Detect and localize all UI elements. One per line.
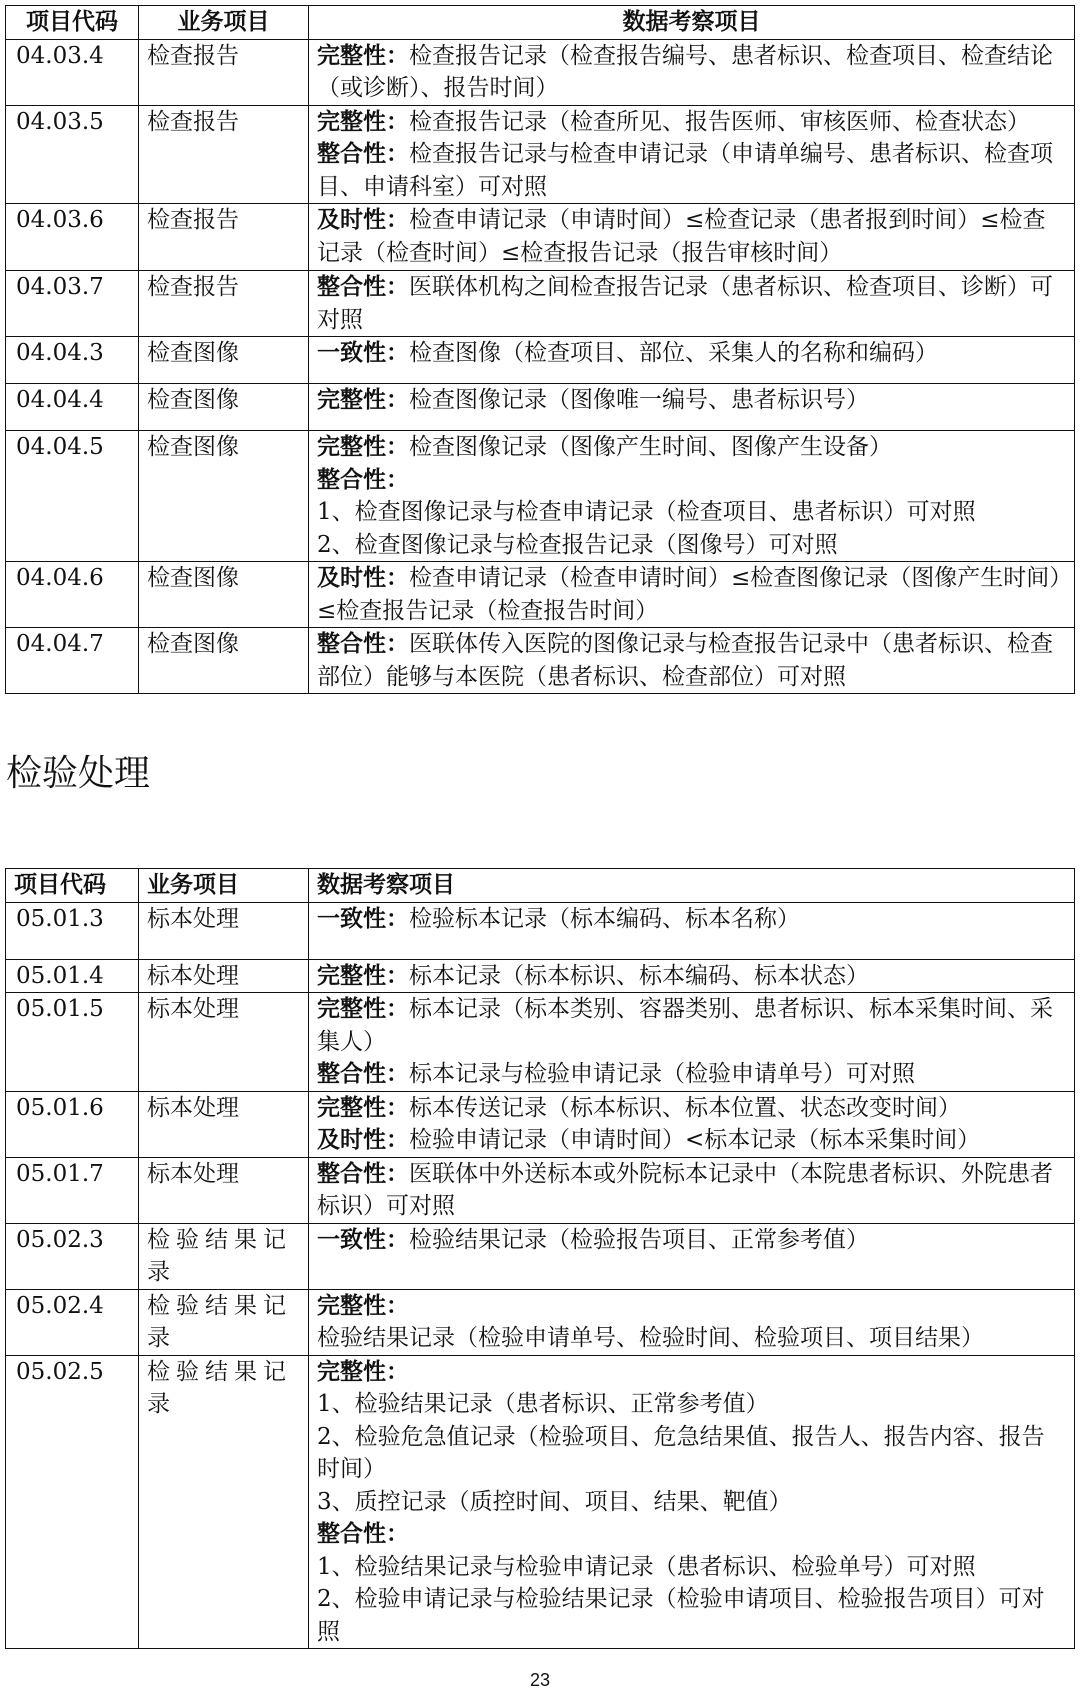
criterion-text: 检查报告记录（检查报告编号、患者标识、检查项目、检查结论（或诊断）、报告时间） xyxy=(317,42,1053,101)
criterion-label: 完整性： xyxy=(317,962,409,989)
table-row xyxy=(6,1157,1075,1223)
item-code: 04.04.7 xyxy=(6,628,139,694)
criterion-text: 医联体传入医院的图像记录与检查报告记录中（患者标识、检查部位）能够与本医院（患者标识、检查部位）可对照 xyxy=(317,631,1053,690)
data-item-line xyxy=(317,1518,1066,1551)
header-code: 项目代码 xyxy=(6,6,139,40)
business-item: 标本处理 xyxy=(139,902,309,959)
criterion-label: 整合性： xyxy=(317,1521,409,1547)
item-code: 04.03.4 xyxy=(6,39,139,105)
criterion-text: 检查报告记录与检查申请记录（申请单编号、患者标识、检查项目、申请科室）可对照 xyxy=(317,141,1053,200)
criterion-text: 检查图像记录（图像唯一编号、患者标识号） xyxy=(409,387,869,413)
table-row xyxy=(6,902,1075,959)
table-row xyxy=(6,39,1075,105)
data-item-line xyxy=(317,384,1066,417)
data-items-cell xyxy=(309,1091,1075,1157)
business-item: 检验结果记录 xyxy=(139,1223,309,1289)
table-header-row xyxy=(6,869,1075,903)
criterion-label: 及时性： xyxy=(317,1127,409,1153)
table-row xyxy=(6,1355,1075,1649)
item-code: 05.02.3 xyxy=(6,1223,139,1289)
criterion-text: 2、检查图像记录与检查报告记录（图像号）可对照 xyxy=(317,531,838,558)
table-row xyxy=(6,431,1075,562)
item-code: 05.01.7 xyxy=(6,1157,139,1223)
business-item: 检查图像 xyxy=(139,431,309,562)
data-items-cell xyxy=(309,384,1075,431)
item-code: 04.04.5 xyxy=(6,431,139,562)
data-item-line xyxy=(317,1388,1066,1421)
data-item-line xyxy=(317,1124,1066,1157)
data-item-line xyxy=(317,1551,1066,1584)
criterion-label: 完整性： xyxy=(317,1292,409,1319)
criterion-label: 及时性： xyxy=(317,565,409,591)
criterion-text: 2、检验申请记录与检验结果记录（检验申请项目、检验报告项目）可对照 xyxy=(317,1586,1045,1645)
criterion-text: 检验申请记录（申请时间）<标本记录（标本采集时间） xyxy=(409,1127,981,1153)
business-item: 检查报告 xyxy=(139,39,309,105)
table-row xyxy=(6,337,1075,384)
criterion-label: 整合性： xyxy=(317,466,409,493)
data-item-line xyxy=(317,628,1066,693)
item-code: 05.02.4 xyxy=(6,1289,139,1355)
data-item-line xyxy=(317,204,1066,269)
business-item: 标本处理 xyxy=(139,959,309,993)
criterion-label: 完整性： xyxy=(317,1094,409,1121)
item-code: 04.04.6 xyxy=(6,562,139,628)
data-item-line xyxy=(317,271,1066,336)
business-item: 标本处理 xyxy=(139,993,309,1092)
data-items-cell xyxy=(309,105,1075,204)
table-row xyxy=(6,1091,1075,1157)
data-item-line xyxy=(317,1092,1066,1125)
data-items-cell xyxy=(309,1157,1075,1223)
data-item-line xyxy=(317,106,1066,139)
item-code: 04.03.5 xyxy=(6,105,139,204)
data-item-line xyxy=(317,993,1066,1058)
business-item: 检查图像 xyxy=(139,337,309,384)
criterion-text: 检查申请记录（检查申请时间）≤检查图像记录（图像产生时间）≤检查报告记录（检查报告时间） xyxy=(317,565,1061,624)
data-items-cell xyxy=(309,39,1075,105)
criterion-text: 检验结果记录（检验申请单号、检验时间、检验项目、项目结果） xyxy=(317,1325,984,1351)
page-number: 23 xyxy=(529,1670,551,1690)
table-row xyxy=(6,1223,1075,1289)
data-item-line xyxy=(317,1486,1066,1519)
item-code: 05.01.3 xyxy=(6,902,139,959)
criterion-label: 完整性： xyxy=(317,108,409,135)
business-item: 检查图像 xyxy=(139,628,309,694)
data-items-cell xyxy=(309,271,1075,337)
lab-table xyxy=(5,868,1075,1649)
criterion-text: 检查申请记录（申请时间）≤检查记录（患者报到时间）≤检查记录（检查时间）≤检查报告记录（报告审核时间） xyxy=(317,207,1046,266)
criterion-text: 1、检验结果记录（患者标识、正常参考值） xyxy=(317,1391,769,1417)
item-code: 05.02.5 xyxy=(6,1355,139,1649)
data-items-cell xyxy=(309,337,1075,384)
criterion-label: 整合性： xyxy=(317,631,409,657)
item-code: 05.01.6 xyxy=(6,1091,139,1157)
business-item: 检查报告 xyxy=(139,105,309,204)
table-row xyxy=(6,204,1075,271)
criterion-text: 1、检验结果记录与检验申请记录（患者标识、检验单号）可对照 xyxy=(317,1553,976,1580)
header-data-items: 数据考察项目 xyxy=(309,869,1075,903)
item-code: 04.04.4 xyxy=(6,384,139,431)
criterion-text: 1、检查图像记录与检查申请记录（检查项目、患者标识）可对照 xyxy=(317,499,976,525)
table-row xyxy=(6,628,1075,694)
business-item: 检查报告 xyxy=(139,271,309,337)
data-item-line xyxy=(317,562,1066,627)
criterion-label: 整合性： xyxy=(317,1160,409,1187)
data-item-line xyxy=(317,464,1066,497)
table-row xyxy=(6,271,1075,337)
item-code: 04.03.7 xyxy=(6,271,139,337)
business-item: 标本处理 xyxy=(139,1157,309,1223)
header-business: 业务项目 xyxy=(139,869,309,903)
criterion-text: 2、检验危急值记录（检验项目、危急结果值、报告人、报告内容、报告时间） xyxy=(317,1423,1045,1482)
criterion-label: 整合性： xyxy=(317,141,409,167)
business-item: 检查图像 xyxy=(139,562,309,628)
criterion-label: 完整性： xyxy=(317,434,409,460)
criterion-label: 及时性： xyxy=(317,207,409,233)
data-item-line xyxy=(317,496,1066,529)
inspection-table xyxy=(5,5,1075,694)
data-item-line xyxy=(317,40,1066,105)
business-item: 标本处理 xyxy=(139,1091,309,1157)
table-row xyxy=(6,384,1075,431)
criterion-text: 标本记录与检验申请记录（检验申请单号）可对照 xyxy=(409,1061,915,1087)
data-items-cell xyxy=(309,902,1075,959)
criterion-label: 整合性： xyxy=(317,274,409,300)
business-item: 检查图像 xyxy=(139,384,309,431)
data-items-cell xyxy=(309,1355,1075,1649)
table-row xyxy=(6,959,1075,993)
header-code: 项目代码 xyxy=(6,869,139,903)
criterion-text: 检验标本记录（标本编码、标本名称） xyxy=(409,905,800,932)
data-items-cell xyxy=(309,204,1075,271)
criterion-text: 医联体机构之间检查报告记录（患者标识、检查项目、诊断）可对照 xyxy=(317,274,1053,333)
data-item-line xyxy=(317,903,1066,936)
criterion-label: 完整性： xyxy=(317,387,409,413)
data-item-line xyxy=(317,1583,1066,1648)
criterion-text: 检查图像（检查项目、部位、采集人的名称和编码） xyxy=(409,340,938,366)
criterion-label: 一致性： xyxy=(317,1226,409,1253)
criterion-text: 检查图像记录（图像产生时间、图像产生设备） xyxy=(409,434,892,460)
business-item: 检验结果记录 xyxy=(139,1355,309,1649)
item-code: 04.04.3 xyxy=(6,337,139,384)
table-row xyxy=(6,105,1075,204)
data-item-line xyxy=(317,1356,1066,1389)
data-item-line xyxy=(317,529,1066,562)
table-header-row xyxy=(6,6,1075,40)
data-items-cell xyxy=(309,431,1075,562)
data-item-line xyxy=(317,1290,1066,1355)
criterion-label: 一致性： xyxy=(317,340,409,366)
item-code: 05.01.4 xyxy=(6,959,139,993)
criterion-label: 整合性： xyxy=(317,1061,409,1087)
criterion-label: 完整性： xyxy=(317,1358,409,1385)
data-item-line xyxy=(317,1421,1066,1486)
data-items-cell xyxy=(309,562,1075,628)
criterion-label: 完整性： xyxy=(317,42,409,69)
data-items-cell xyxy=(309,1223,1075,1289)
data-items-cell xyxy=(309,628,1075,694)
criterion-text: 标本记录（标本标识、标本编码、标本状态） xyxy=(409,962,869,989)
data-items-cell xyxy=(309,959,1075,993)
business-item: 检验结果记录 xyxy=(139,1289,309,1355)
criterion-text: 3、质控记录（质控时间、项目、结果、靶值） xyxy=(317,1488,792,1515)
data-item-line xyxy=(317,960,1066,993)
table-row xyxy=(6,562,1075,628)
criterion-text: 标本传送记录（标本标识、标本位置、状态改变时间） xyxy=(409,1094,961,1121)
header-data-items: 数据考察项目 xyxy=(309,6,1075,40)
data-item-line xyxy=(317,1058,1066,1091)
data-items-cell xyxy=(309,1289,1075,1355)
data-item-line xyxy=(317,1224,1066,1257)
criterion-text: 医联体中外送标本或外院标本记录中（本院患者标识、外院患者标识）可对照 xyxy=(317,1160,1053,1219)
criterion-text: 检查报告记录（检查所见、报告医师、审核医师、检查状态） xyxy=(409,108,1030,135)
data-item-line xyxy=(317,1158,1066,1223)
item-code: 05.01.5 xyxy=(6,993,139,1092)
criterion-label: 完整性： xyxy=(317,996,409,1022)
criterion-label: 一致性： xyxy=(317,905,409,932)
header-business: 业务项目 xyxy=(139,6,309,40)
item-code: 04.03.6 xyxy=(6,204,139,271)
data-item-line xyxy=(317,431,1066,464)
business-item: 检查报告 xyxy=(139,204,309,271)
data-items-cell xyxy=(309,993,1075,1092)
data-item-line xyxy=(317,337,1066,370)
criterion-text: 标本记录（标本类别、容器类别、患者标识、标本采集时间、采集人） xyxy=(317,996,1053,1055)
section-title: 检验处理 xyxy=(6,753,151,794)
criterion-text: 检验结果记录（检验报告项目、正常参考值） xyxy=(409,1226,869,1253)
data-item-line xyxy=(317,138,1066,203)
table-row xyxy=(6,993,1075,1092)
table-row xyxy=(6,1289,1075,1355)
